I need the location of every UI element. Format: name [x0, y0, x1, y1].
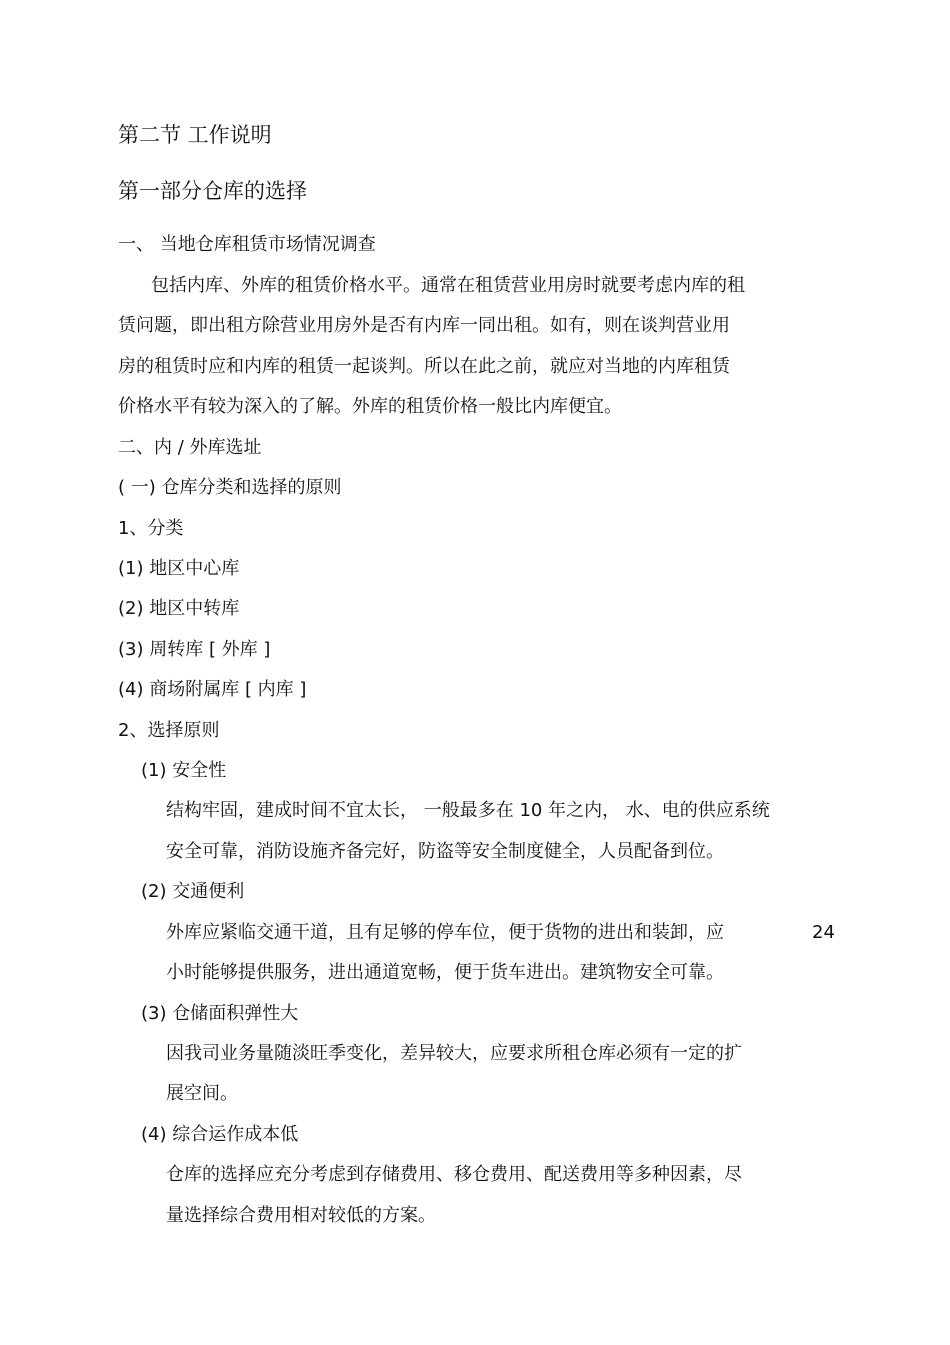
- trailing-number: 24: [812, 922, 835, 943]
- principle-title: (3) 仓储面积弹性大: [141, 1003, 299, 1024]
- principle-title: (4) 综合运作成本低: [141, 1124, 299, 1145]
- item2-heading: 二、内 / 外库选址: [118, 437, 262, 458]
- section-title: 第二节 工作说明: [118, 123, 272, 147]
- principle-line: 仓库的选择应充分考虑到存储费用、移仓费用、配送费用等多种因素，尽: [166, 1164, 742, 1185]
- principles-heading: 2、选择原则: [118, 720, 220, 741]
- list-item: (2) 地区中转库: [118, 598, 240, 619]
- principle-title: (2) 交通便利: [141, 881, 245, 902]
- principle-line: 量选择综合费用相对较低的方案。: [166, 1205, 436, 1226]
- principle-line: 因我司业务量随淡旺季变化，差异较大，应要求所租仓库必须有一定的扩: [166, 1043, 742, 1064]
- paragraph-line: 赁问题，即出租方除营业用房外是否有内库一同出租。如有，则在谈判营业用: [118, 315, 730, 336]
- principle-line: 结构牢固，建成时间不宜太长， 一般最多在 10 年之内， 水、电的供应系统: [166, 800, 770, 821]
- part-title: 第一部分仓库的选择: [118, 179, 307, 203]
- principle-line: 安全可靠，消防设施齐备完好，防盗等安全制度健全，人员配备到位。: [166, 841, 724, 862]
- classification-heading: 1、分类: [118, 518, 184, 539]
- paragraph-line: 价格水平有较为深入的了解。外库的租赁价格一般比内库便宜。: [118, 396, 622, 417]
- list-item: (3) 周转库 [ 外库 ]: [118, 639, 271, 660]
- list-item: (1) 地区中心库: [118, 558, 240, 579]
- principle-line: 展空间。: [166, 1083, 238, 1104]
- paragraph-line: 包括内库、外库的租赁价格水平。通常在租赁营业用房时就要考虑内库的租: [151, 275, 745, 296]
- principle-line: 外库应紧临交通干道，且有足够的停车位，便于货物的进出和装卸，应: [166, 922, 724, 943]
- principle-title: (1) 安全性: [141, 760, 227, 781]
- paragraph-line: 房的租赁时应和内库的租赁一起谈判。所以在此之前，就应对当地的内库租赁: [118, 356, 730, 377]
- principle-line: 小时能够提供服务，进出通道宽畅，便于货车进出。建筑物安全可靠。: [166, 962, 724, 983]
- list-item: (4) 商场附属库 [ 内库 ]: [118, 679, 307, 700]
- subsection-heading: ( 一) 仓库分类和选择的原则: [118, 477, 342, 498]
- item1-heading: 一、 当地仓库租赁市场情况调查: [118, 234, 376, 255]
